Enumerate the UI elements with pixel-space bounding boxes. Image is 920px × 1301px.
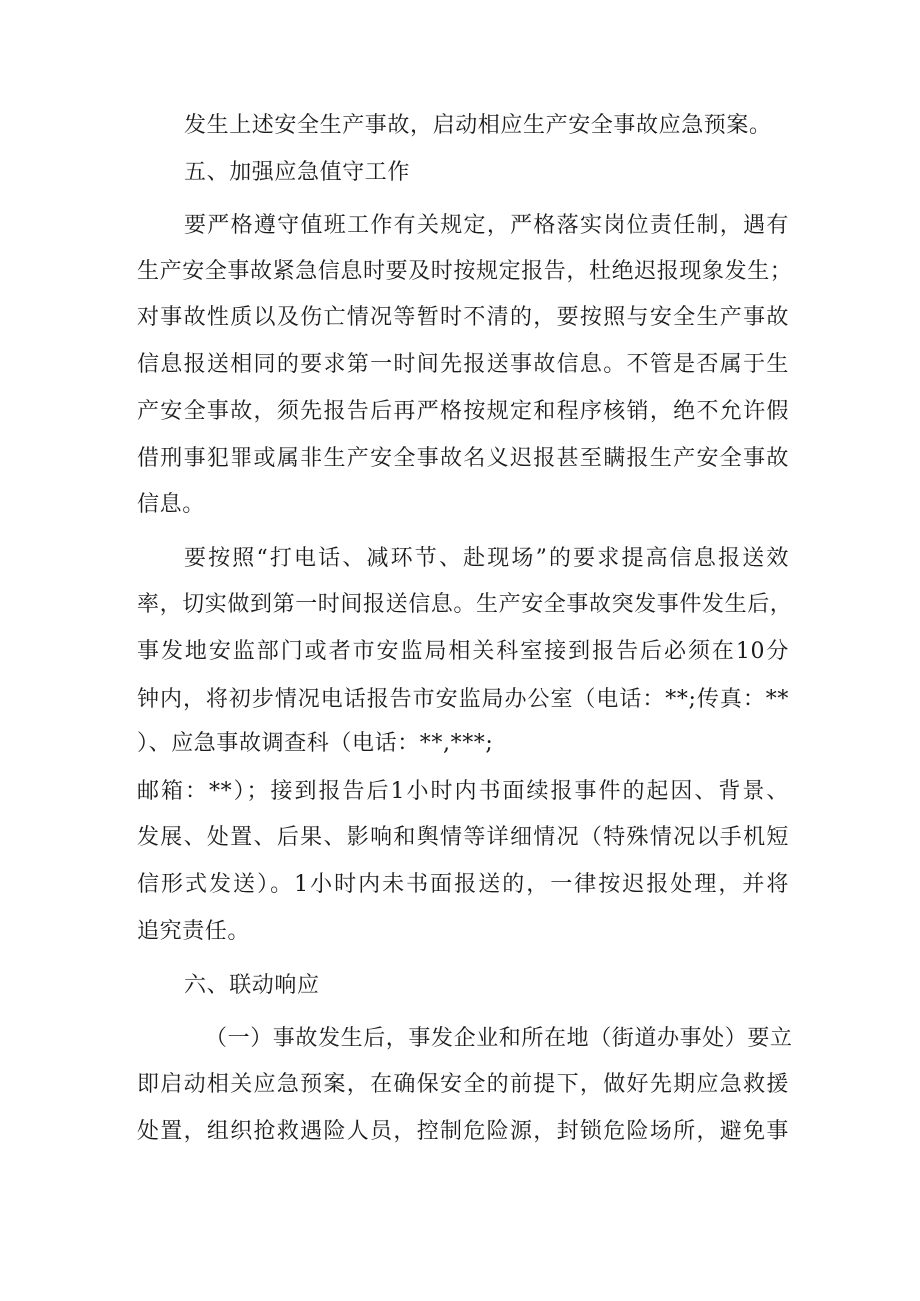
section-heading: 六、联动响应: [184, 973, 320, 998]
text-line: 邮箱：**）；接到报告后1小时内书面续报事件的起因、背景、: [137, 779, 789, 804]
text-line: 发生上述安全生产事故，启动相应生产安全事故应急预案。: [184, 113, 772, 138]
text-line: （一）事故发生后，事发企业和所在地（街道办事处）要立: [205, 1026, 793, 1051]
text-line: 借刑事犯罪或属非生产安全事故名义迟报甚至瞒报生产安全事故: [137, 446, 789, 471]
text-line: 生产安全事故紧急信息时要及时按规定报告，杜绝迟报现象发生；: [137, 259, 793, 284]
text-line: 即启动相关应急预案，在确保安全的前提下，做好先期应急救援: [137, 1072, 789, 1097]
text-line: 率，切实做到第一时间报送信息。生产安全事故突发事件发生后，: [137, 592, 793, 617]
text-line: 产安全事故，须先报告后再严格按规定和程序核销，绝不允许假: [137, 399, 789, 424]
text-line: 发展、处置、后果、影响和舆情等详细情况（特殊情况以手机短: [137, 825, 789, 850]
text-line: 钟内，将初步情况电话报告市安监局办公室（电话：**;传真：**: [137, 687, 789, 712]
section-heading: 五、加强应急值守工作: [184, 160, 411, 185]
text-line: 信形式发送）。1小时内未书面报送的，一律按迟报处理，并将: [137, 872, 789, 897]
text-line: 事发地安监部门或者市安监局相关科室接到报告后必须在10分: [137, 639, 789, 664]
text-line: 信息报送相同的要求第一时间先报送事故信息。不管是否属于生: [137, 352, 789, 377]
text-line: 要严格遵守值班工作有关规定，严格落实岗位责任制，遇有: [184, 213, 789, 238]
text-line: 追究责任。: [137, 919, 251, 944]
text-line: ）、应急事故调查科（电话：**,***;: [137, 731, 494, 756]
text-line: 要按照“打电话、减环节、赴现场”的要求提高信息报送效: [184, 546, 789, 571]
text-line: 对事故性质以及伤亡情况等暂时不清的，要按照与安全生产事故: [137, 305, 789, 330]
text-line: 处置，组织抢救遇险人员，控制危险源，封锁危险场所，避免事: [137, 1119, 789, 1144]
text-line: 信息。: [137, 492, 205, 517]
